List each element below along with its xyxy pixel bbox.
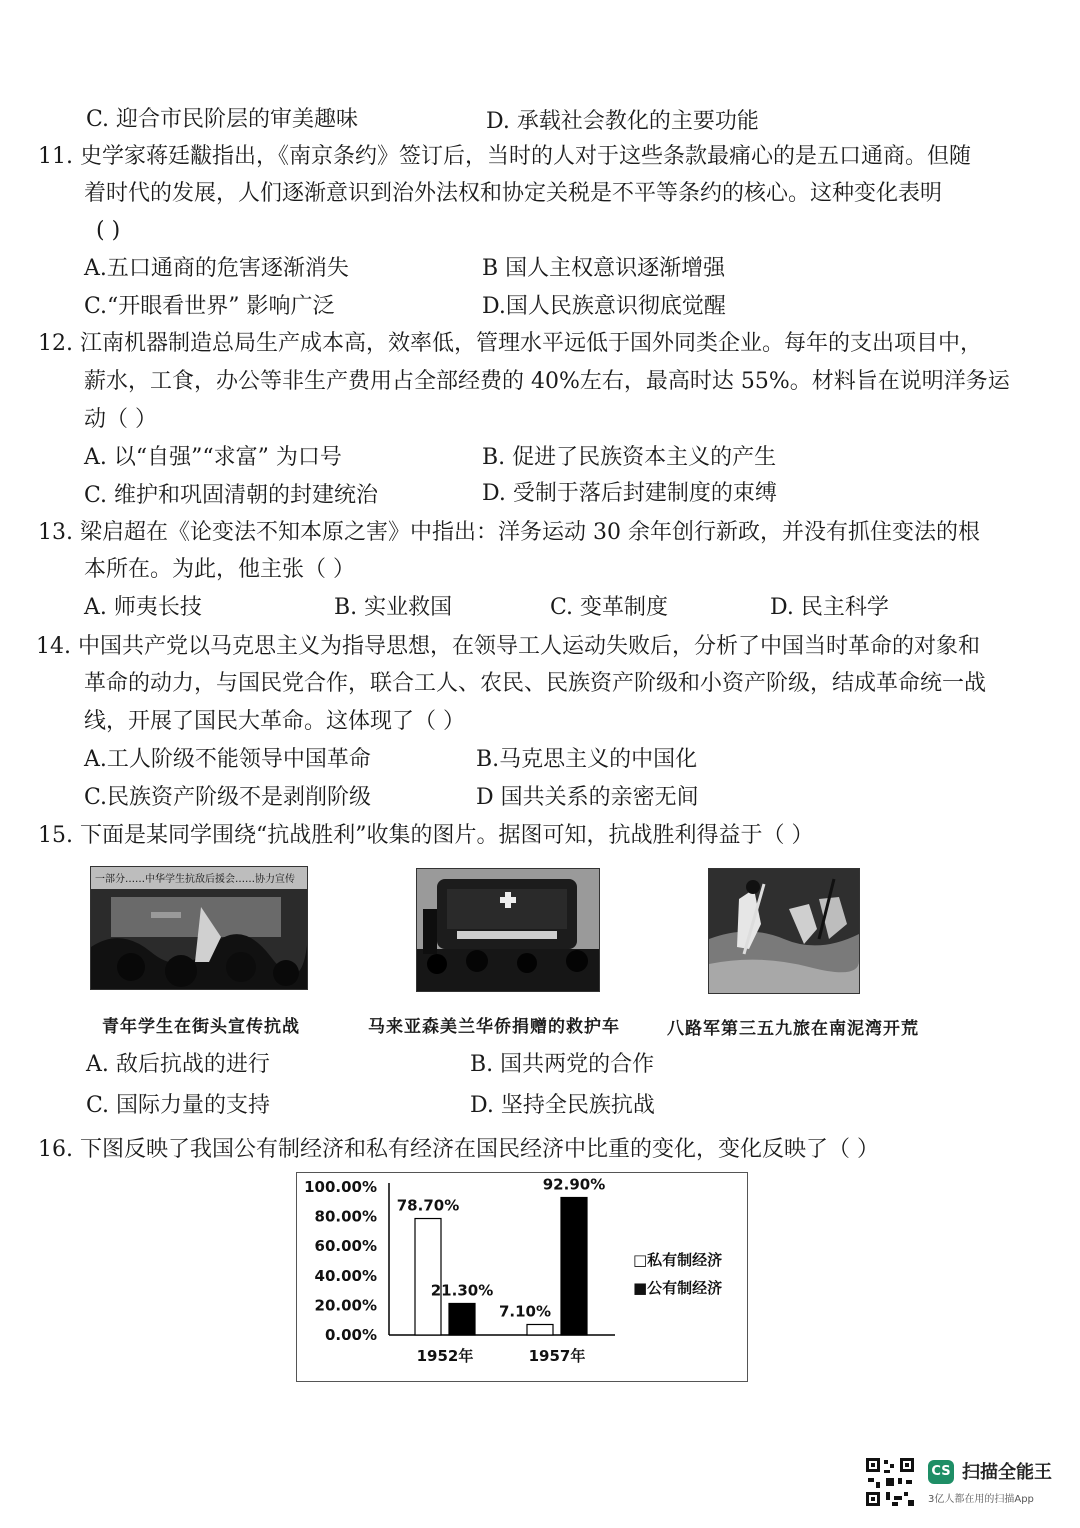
q11-stem-line2: 着时代的发展，人们逐渐意识到治外法权和协定关税是不平等条约的核心。这种变化表明	[84, 181, 943, 206]
photo-caption-ambulance: 马来亚森美兰华侨捐赠的救护车	[368, 1017, 620, 1037]
q13-option-b: B. 实业救国	[334, 595, 453, 620]
q14-option-a: A.工人阶级不能领导中国革命	[84, 747, 371, 772]
scanner-app-name: 扫描全能王	[962, 1462, 1052, 1483]
bar-data-label: 7.10%	[498, 1302, 552, 1321]
y-tick-label: 20.00%	[314, 1296, 377, 1315]
y-tick-label: 60.00%	[314, 1237, 377, 1256]
q15-option-d: D. 坚持全民族抗战	[470, 1093, 655, 1118]
q16-stem: 16. 下图反映了我国公有制经济和私有经济在国民经济中比重的变化，变化反映了（ ）	[38, 1137, 879, 1162]
bar-data-label: 92.90%	[542, 1175, 606, 1194]
q11-option-c: C.“开眼看世界” 影响广泛	[84, 294, 335, 319]
ownership-bar-chart	[296, 1172, 748, 1382]
bar-data-label: 21.30%	[430, 1281, 494, 1300]
q13-option-c: C. 变革制度	[550, 595, 669, 620]
y-tick-label: 0.00%	[324, 1326, 377, 1344]
photo-caption-students: 青年学生在街头宣传抗战	[102, 1017, 300, 1037]
qr-code-icon	[864, 1456, 916, 1508]
q15-option-b: B. 国共两党的合作	[470, 1052, 655, 1077]
legend-entry: ■公有制经济	[633, 1279, 723, 1297]
q14-stem-line2: 革命的动力，与国民党合作，联合工人、农民、民族资产阶级和小资产阶级，结成革命统一战	[84, 671, 987, 696]
q13-stem-line1: 13. 梁启超在《论变法不知本原之害》中指出：洋务运动 30 余年创行新政，并没有抓住变法的根	[38, 520, 980, 545]
q14-option-d: D 国共关系的亲密无间	[476, 785, 699, 810]
bar	[527, 1324, 553, 1335]
nanniwan-reclamation-photo	[708, 868, 860, 994]
q12-stem-line2: 薪水，工食，办公等非生产费用占全部经费的 40%左右，最高时达 55%。材料旨在说明洋务运	[84, 369, 1010, 394]
q12-stem-line3: 动（ ）	[84, 407, 157, 432]
y-tick-label: 100.00%	[304, 1178, 377, 1196]
q15-option-c: C. 国际力量的支持	[86, 1093, 271, 1118]
q11-option-d: D.国人民族意识彻底觉醒	[482, 294, 726, 319]
q11-option-b: B 国人主权意识逐渐增强	[482, 256, 726, 281]
q15-option-a: A. 敌后抗战的进行	[86, 1052, 270, 1077]
q12-option-b: B. 促进了民族资本主义的产生	[482, 445, 777, 470]
scanner-app-tagline: 3亿人都在用的扫描App	[928, 1494, 1034, 1505]
q14-option-c: C.民族资产阶级不是剥削阶级	[84, 785, 372, 810]
q15-stem: 15. 下面是某同学围绕“抗战胜利”收集的图片。据图可知，抗战胜利得益于（ ）	[38, 823, 814, 848]
q10-option-d: D. 承载社会教化的主要功能	[486, 109, 759, 134]
q12-stem-line1: 12. 江南机器制造总局生产成本高，效率低，管理水平远低于国外同类企业。每年的支出项目中，	[38, 331, 982, 356]
legend-entry: □私有制经济	[633, 1251, 723, 1269]
q13-option-a: A. 师夷长技	[84, 595, 202, 620]
bar-data-label: 78.70%	[396, 1196, 460, 1215]
q11-stem-line1: 11. 史学家蒋廷黻指出，《南京条约》签订后，当时的人对于这些条款最痛心的是五口通商。但随	[38, 144, 971, 169]
x-tick-label: 1952年	[416, 1347, 474, 1365]
y-tick-label: 80.00%	[314, 1207, 377, 1226]
students-propaganda-photo	[90, 866, 308, 990]
q11-option-a: A.五口通商的危害逐渐消失	[84, 256, 349, 281]
bar	[561, 1198, 587, 1335]
chart-svg	[297, 1173, 747, 1381]
q12-option-c: C. 维护和巩固清朝的封建统治	[84, 483, 379, 508]
q11-answer-blank: ( )	[96, 218, 121, 243]
q14-option-b: B.马克思主义的中国化	[476, 747, 698, 772]
q13-stem-line2: 本所在。为此，他主张（ ）	[84, 557, 355, 582]
photo-caption-nanniwan: 八路军第三五九旅在南泥湾开荒	[667, 1019, 919, 1039]
q13-option-d: D. 民主科学	[770, 595, 889, 620]
photo-banner-text: 一部分……中华学生抗敌后援会……协力宣传	[95, 874, 295, 885]
q12-option-a: A. 以“自强”“求富” 为口号	[84, 445, 342, 470]
bar	[449, 1303, 475, 1335]
cs-badge-icon: CS	[928, 1460, 954, 1484]
q14-stem-line1: 14. 中国共产党以马克思主义为指导思想，在领导工人运动失败后，分析了中国当时革命的对象和	[36, 634, 980, 659]
y-tick-label: 40.00%	[314, 1266, 377, 1285]
q12-option-d: D. 受制于落后封建制度的束缚	[482, 481, 777, 506]
ambulance-photo	[416, 868, 600, 992]
q10-option-c: C. 迎合市民阶层的审美趣味	[86, 107, 359, 132]
q14-stem-line3: 线，开展了国民大革命。这体现了（ ）	[84, 709, 465, 734]
x-tick-label: 1957年	[528, 1347, 586, 1365]
bar	[415, 1219, 441, 1335]
